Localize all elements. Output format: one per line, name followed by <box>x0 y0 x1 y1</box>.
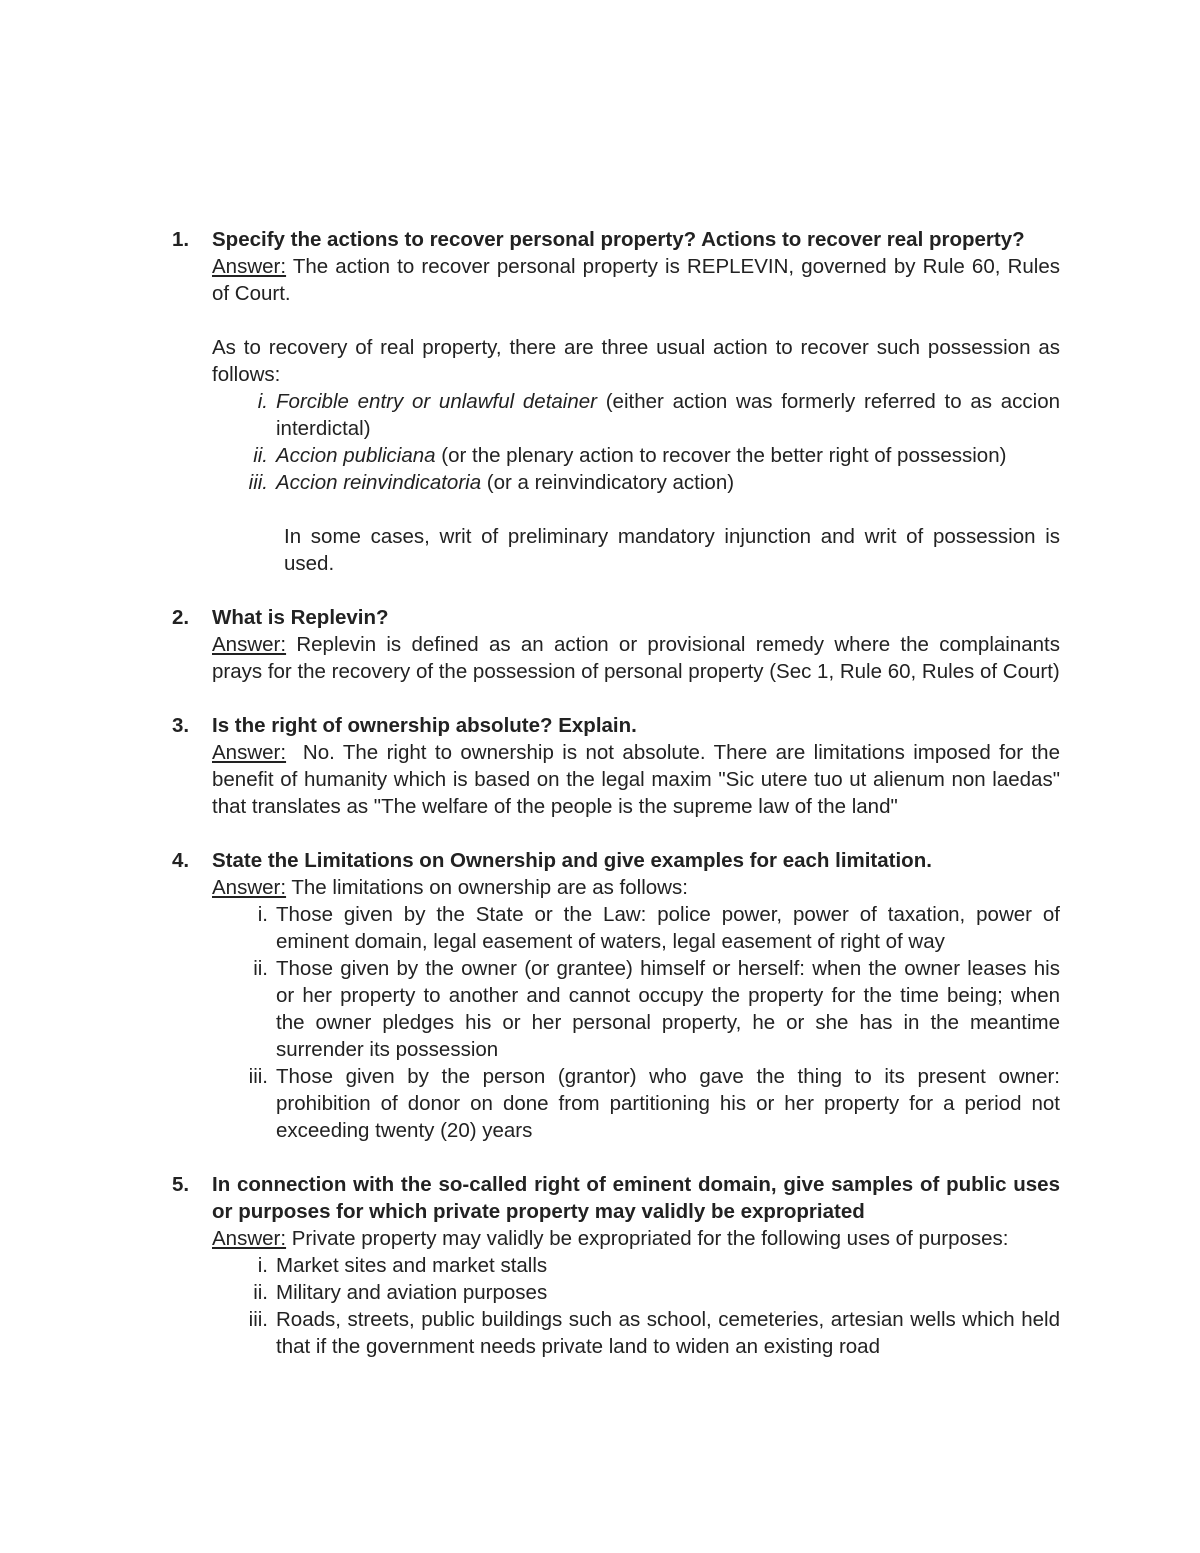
question-number: 1. <box>172 228 190 251</box>
question-title: Specify the actions to recover personal property? Actions to recover real property? <box>212 228 1025 251</box>
question-number: 2. <box>172 606 190 629</box>
answer-label: Answer: <box>212 876 287 899</box>
question-body <box>212 712 1066 820</box>
list-item <box>212 469 1060 496</box>
question-number: 3. <box>172 714 190 737</box>
list-item-text: Military and aviation purposes <box>276 1281 548 1304</box>
list-item-text: Forcible entry or unlawful detainer (either action was formerly referred to as accion interdictal) <box>276 390 1060 440</box>
question-5 <box>172 1171 1060 1360</box>
answer-text: Replevin is defined as an action or provisional remedy where the complainants prays for the recovery of the possession of personal property (Sec 1, Rule 60, Rules of Court) <box>212 633 1060 683</box>
question-body <box>212 1171 1060 1360</box>
list-item-numeral: i. <box>257 390 268 413</box>
list-item <box>212 901 1060 955</box>
question-2 <box>172 604 1060 685</box>
answer <box>212 253 1060 307</box>
list-item-numeral: iii. <box>248 471 268 494</box>
question-body <box>212 226 1060 577</box>
question-4 <box>172 847 1060 1144</box>
list-item-text: Those given by the State or the Law: police power, power of taxation, power of eminent domain, legal easement of waters, legal easement of right of way <box>276 903 1060 953</box>
list-item <box>212 1279 1060 1306</box>
list-item-numeral: i. <box>257 1254 268 1277</box>
question-body <box>212 847 1060 1144</box>
list-item-numeral: iii. <box>248 1065 268 1088</box>
question-number: 5. <box>172 1173 190 1196</box>
question-title: In connection with the so-called right of eminent domain, give samples of public uses or purposes for which private property may validly be expropriated <box>212 1173 1060 1223</box>
document-content <box>172 226 1066 1360</box>
list-item-numeral: i. <box>257 903 268 926</box>
question-number: 4. <box>172 849 190 872</box>
list-item <box>212 1306 1060 1360</box>
list-item-text: Market sites and market stalls <box>276 1254 548 1277</box>
list-item-numeral: iii. <box>248 1308 268 1331</box>
answer <box>212 739 1066 820</box>
question-title: Is the right of ownership absolute? Explain. <box>212 714 637 737</box>
note-paragraph: In some cases, writ of preliminary mandatory injunction and writ of possession is used. <box>284 525 1060 575</box>
answer-label: Answer: <box>212 1227 287 1250</box>
list-item <box>212 442 1060 469</box>
list-item-numeral: ii. <box>253 957 268 980</box>
answer-text: The action to recover personal property is REPLEVIN, governed by Rule 60, Rules of Court. <box>212 255 1060 305</box>
list-item-text: Accion reinvindicatoria (or a reinvindicatory action) <box>276 471 735 494</box>
list-item <box>212 388 1060 442</box>
answer-text: Private property may validly be expropriated for the following uses of purposes: <box>286 1227 1009 1250</box>
answer <box>212 1225 1060 1252</box>
list-item-numeral: ii. <box>253 444 268 467</box>
list-item-text: Accion publiciana (or the plenary action to recover the better right of possession) <box>276 444 1007 467</box>
question-title: State the Limitations on Ownership and give examples for each limitation. <box>212 849 932 872</box>
question-1 <box>172 226 1060 577</box>
answer-label: Answer: <box>212 741 287 764</box>
question-body <box>212 604 1060 685</box>
answer-label: Answer: <box>212 633 287 656</box>
question-3 <box>172 712 1066 820</box>
list-item-numeral: ii. <box>253 1281 268 1304</box>
answer <box>212 874 1060 901</box>
answer-label: Answer: <box>212 255 287 278</box>
list-item <box>212 955 1060 1063</box>
answer <box>212 631 1060 685</box>
list-item-text: Roads, streets, public buildings such as school, cemeteries, artesian wells which held that if the government needs private land to widen an existing road <box>276 1308 1060 1358</box>
list-item <box>212 1252 1060 1279</box>
answer-text: The limitations on ownership are as follows: <box>286 876 688 899</box>
list-item-text: Those given by the person (grantor) who gave the thing to its present owner: prohibition of donor on done from partitioning his or her property for a period not exceeding twenty (20) years <box>276 1065 1060 1142</box>
answer-paragraph: As to recovery of real property, there are three usual action to recover such possession as follows: <box>212 336 1060 386</box>
answer-text: No. The right to ownership is not absolute. There are limitations imposed for the benefit of humanity which is based on the legal maxim "Sic utere tuo ut alienum non laedas" that translates as "The welfare of the people is the supreme law of the land" <box>212 741 1066 818</box>
question-title: What is Replevin? <box>212 606 389 629</box>
list-item <box>212 1063 1060 1144</box>
list-item-text: Those given by the owner (or grantee) himself or herself: when the owner leases his or her property to another and cannot occupy the property for the time being; when the owner pledges his or her personal property, he or she has in the meantime surrender its possession <box>276 957 1060 1061</box>
